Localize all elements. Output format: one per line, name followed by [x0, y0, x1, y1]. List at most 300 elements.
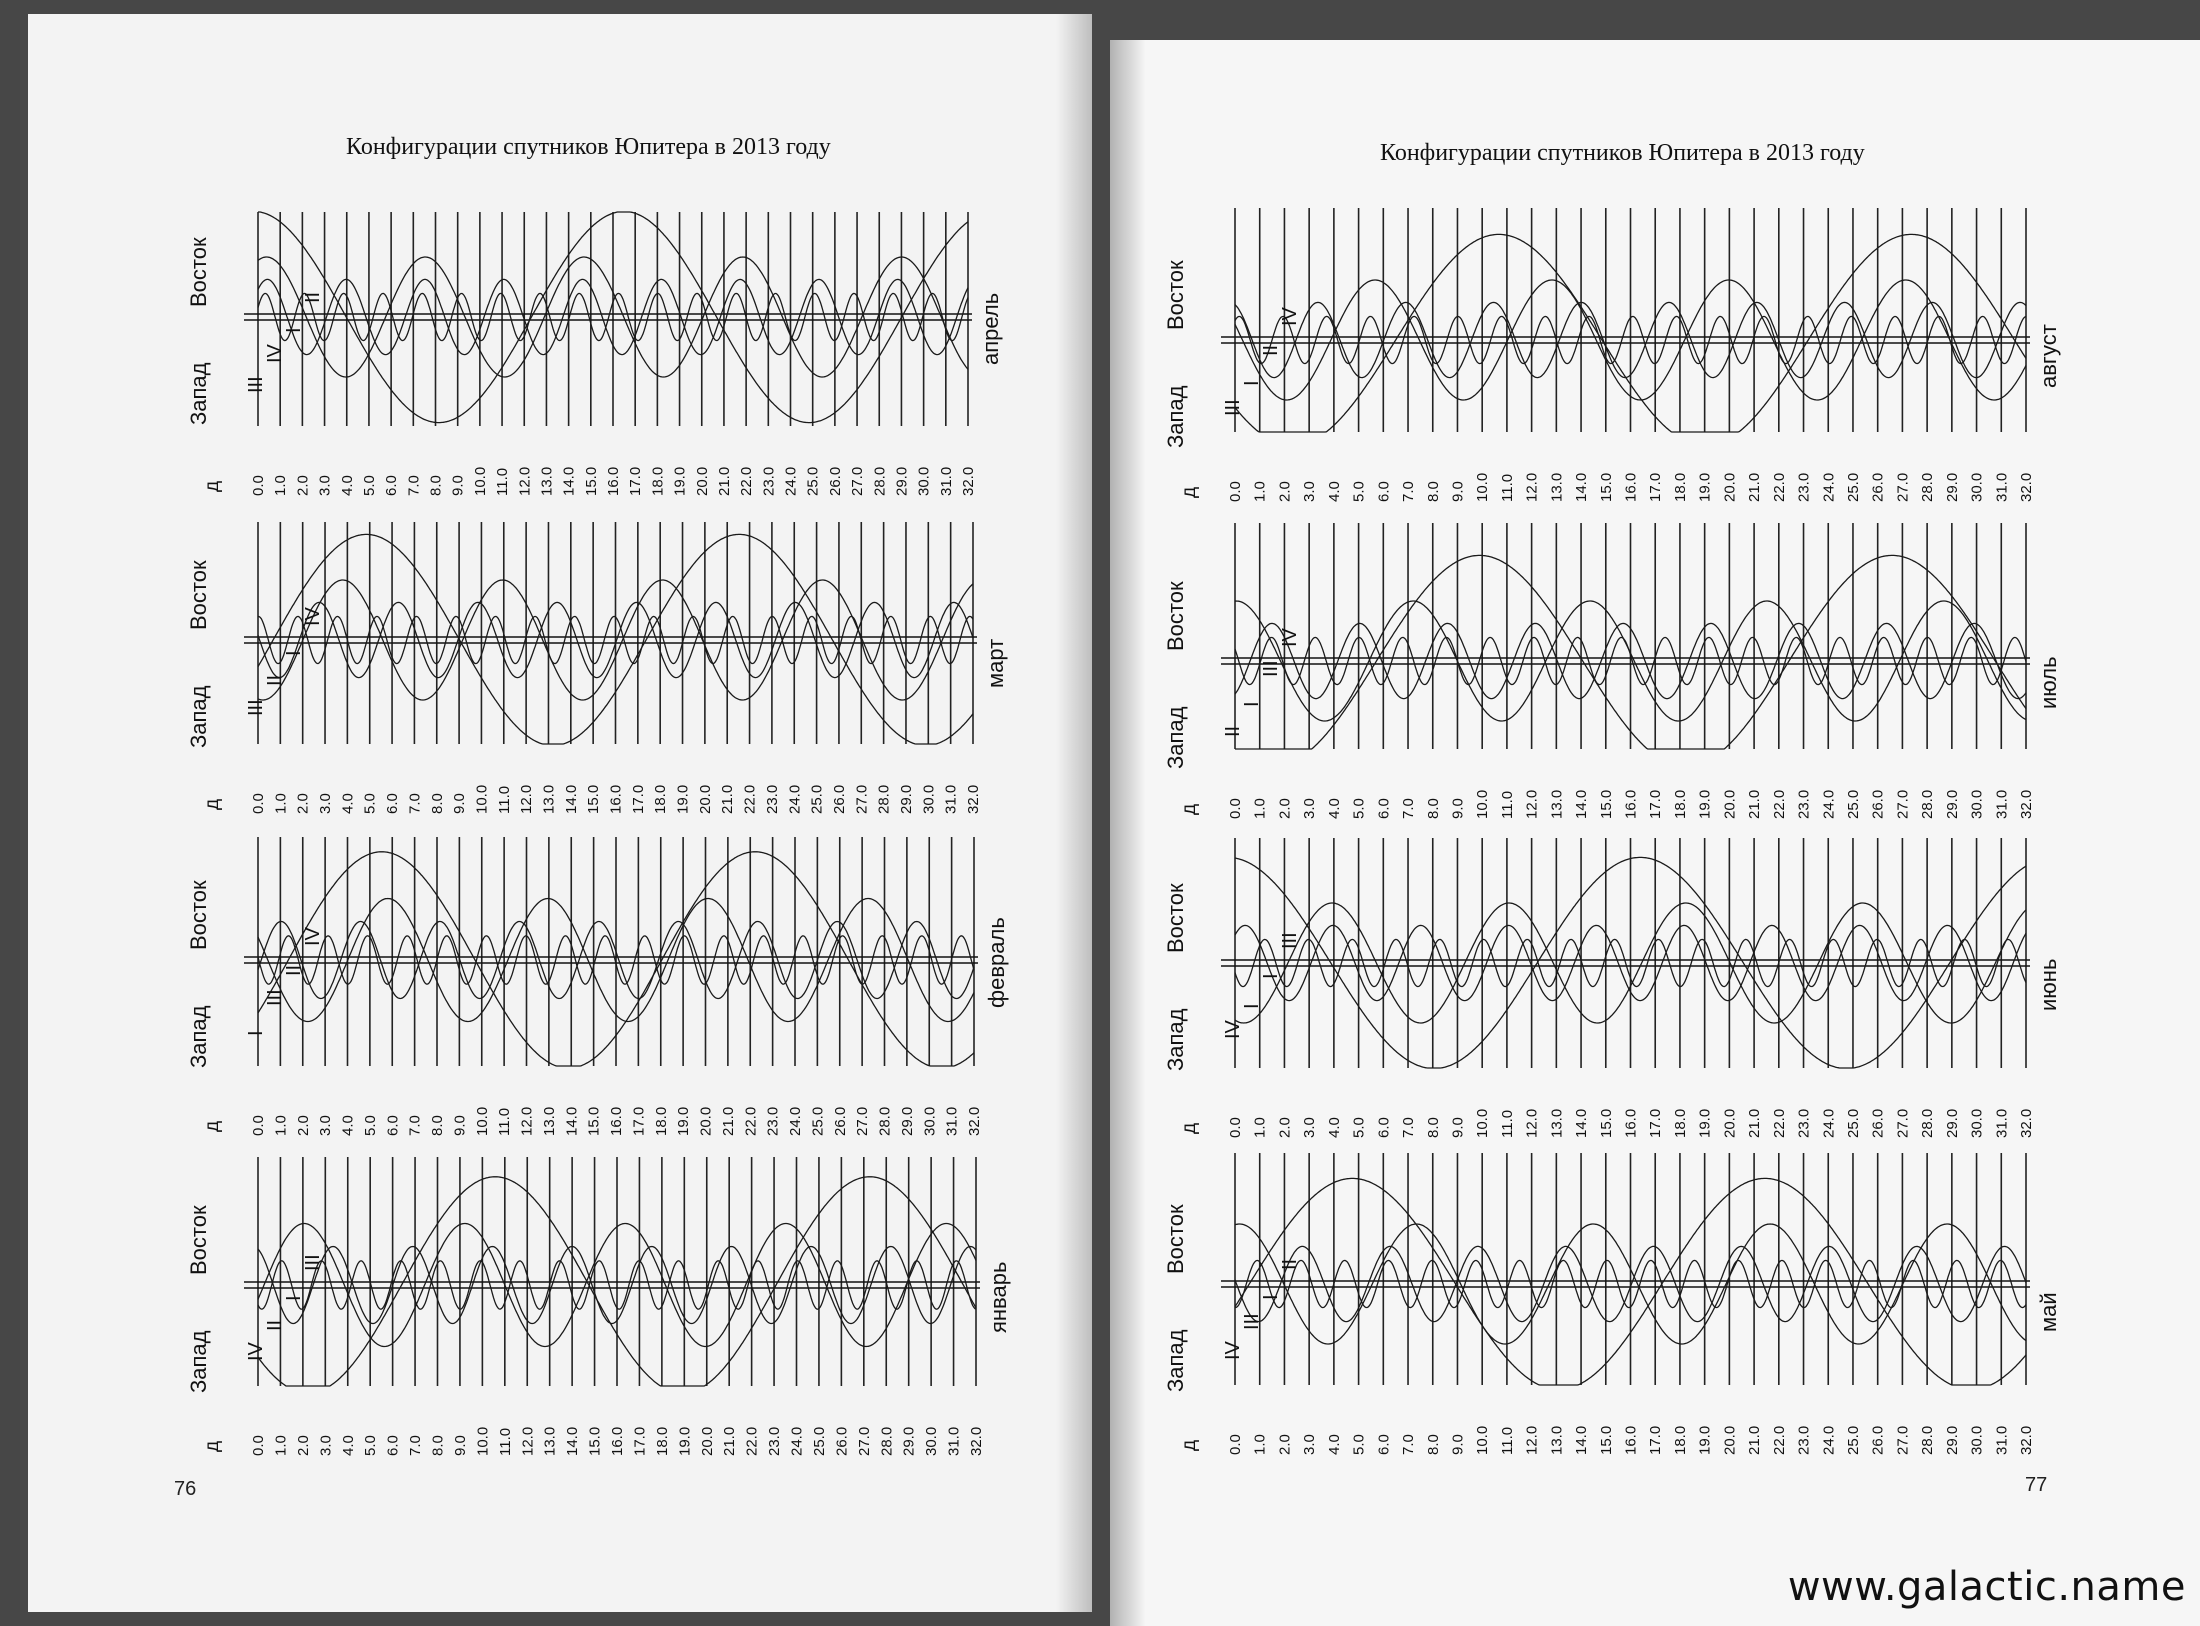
satellite-label-I: I [245, 1030, 267, 1036]
day-tick-label: 11.0 [1498, 790, 1516, 819]
month-label: февраль [984, 917, 1009, 1008]
day-tick-label: 8.0 [1424, 1117, 1442, 1138]
day-tick-label: 2.0 [1276, 481, 1294, 502]
day-tick-label: 27.0 [1894, 1425, 1912, 1455]
west-label: Запад [1163, 1329, 1188, 1392]
day-tick-label: 26.0 [1869, 472, 1887, 502]
satellite-label-II: II [1260, 344, 1282, 356]
day-tick-label: 32.0 [2018, 789, 2035, 819]
day-tick-label: 18.0 [1671, 789, 1689, 819]
satellite-label-IV: IV [302, 927, 324, 946]
day-tick-label: 17.0 [631, 1426, 649, 1456]
day-tick-label: 19.0 [676, 1426, 694, 1456]
right-page [1110, 40, 2200, 1626]
day-tick-label: 6.0 [1375, 481, 1393, 502]
day-tick-label: 26.0 [1869, 1108, 1887, 1138]
day-tick-label: 1.0 [272, 1435, 290, 1456]
day-tick-label: 5.0 [1350, 1434, 1368, 1455]
day-tick-label: 8.0 [1424, 798, 1442, 819]
day-tick-label: 16.0 [1622, 789, 1640, 819]
day-tick-label: 18.0 [652, 1106, 670, 1136]
day-tick-label: 7.0 [407, 1435, 425, 1456]
day-tick-label: 2.0 [294, 1115, 312, 1136]
day-tick-label: 23.0 [1795, 1425, 1813, 1455]
east-label: Восток [186, 880, 211, 950]
day-tick-label: 32.0 [2018, 472, 2035, 502]
day-tick-label: 24.0 [788, 1426, 806, 1456]
day-tick-label: 28.0 [876, 1106, 894, 1136]
day-tick-label: 5.0 [360, 475, 378, 496]
day-tick-label: 10.0 [1474, 1425, 1492, 1455]
day-tick-label: 10.0 [473, 1106, 491, 1136]
day-tick-label: 1.0 [272, 793, 290, 814]
day-tick-label: 9.0 [1449, 1117, 1467, 1138]
day-tick-label: 23.0 [764, 1106, 782, 1136]
east-label: Восток [1163, 883, 1188, 953]
satellite-label-I: I [1260, 973, 1282, 979]
day-tick-label: 16.0 [608, 1106, 625, 1136]
day-tick-label: 28.0 [875, 784, 893, 814]
day-tick-label: 26.0 [1869, 789, 1887, 819]
month-label: май [2036, 1292, 2061, 1332]
day-tick-label: 31.0 [945, 1426, 963, 1456]
satellite-label-IV: IV [1222, 1020, 1244, 1039]
day-tick-label: 4.0 [1325, 1117, 1343, 1138]
day-tick-label: 20.0 [698, 1426, 716, 1456]
satellite-label-I: I [1241, 701, 1263, 707]
day-tick-label: 4.0 [339, 1435, 357, 1456]
day-tick-label: 2.0 [294, 793, 312, 814]
day-tick-label: 24.0 [1820, 1108, 1838, 1138]
day-tick-label: 21.0 [1746, 789, 1764, 819]
day-tick-label: 23.0 [1795, 1108, 1813, 1138]
day-tick-label: 22.0 [1770, 1108, 1788, 1138]
satellite-label-I: I [1260, 1294, 1282, 1300]
page-gutter-shadow [1056, 14, 1092, 1612]
day-tick-label: 32.0 [966, 1106, 983, 1136]
day-tick-label: 20.0 [1721, 1108, 1739, 1138]
day-tick-label: 24.0 [786, 784, 804, 814]
day-tick-label: 30.0 [1968, 1425, 1986, 1455]
day-tick-label: 4.0 [1325, 481, 1343, 502]
month-label: август [2036, 324, 2061, 388]
day-tick-label: 31.0 [942, 784, 960, 814]
satellite-chart-май [1120, 1145, 2190, 1463]
day-tick-label: 29.0 [1943, 472, 1961, 502]
day-tick-label: 22.0 [1770, 789, 1788, 819]
day-tick-label: 21.0 [1746, 472, 1764, 502]
satellite-chart-февраль [168, 829, 1048, 1144]
day-tick-label: 8.0 [428, 793, 446, 814]
satellite-label-II: II [1279, 1258, 1301, 1270]
day-tick-label: 11.0 [496, 1107, 514, 1136]
day-tick-label: 25.0 [810, 1426, 828, 1456]
day-tick-label: 0.0 [1227, 481, 1244, 502]
day-tick-label: 14.0 [1573, 789, 1591, 819]
day-tick-label: 21.0 [719, 1106, 737, 1136]
day-tick-label: 18.0 [1671, 472, 1689, 502]
satellite-label-III: III [245, 376, 267, 393]
day-tick-label: 19.0 [671, 466, 689, 496]
day-tick-label: 2.0 [1276, 1434, 1294, 1455]
day-tick-label: 10.0 [1474, 789, 1492, 819]
left-page-number: 76 [174, 1478, 197, 1500]
day-tick-label: 10.0 [471, 466, 489, 496]
day-tick-label: 14.0 [564, 1426, 582, 1456]
day-tick-label: 20.0 [697, 1106, 715, 1136]
day-tick-label: 2.0 [294, 475, 312, 496]
day-tick-label: 7.0 [1400, 481, 1418, 502]
day-tick-label: 24.0 [787, 1106, 804, 1136]
day-tick-label: 5.0 [362, 1435, 380, 1456]
day-tick-label: 21.0 [721, 1426, 739, 1456]
day-tick-label: 12.0 [1523, 789, 1541, 819]
day-tick-label: 10.0 [1474, 472, 1492, 502]
satellite-label-II: II [302, 291, 324, 303]
day-tick-label: 11.0 [1498, 1426, 1516, 1455]
day-tick-label: 22.0 [1770, 472, 1788, 502]
day-tick-label: 7.0 [1400, 1117, 1418, 1138]
day-tick-label: 3.0 [1301, 481, 1319, 502]
day-tick-label: 27.0 [855, 1426, 873, 1456]
day-tick-label: 13.0 [1548, 789, 1566, 819]
day-tick-label: 18.0 [1671, 1425, 1689, 1455]
east-label: Восток [186, 1205, 211, 1275]
day-tick-label: 15.0 [582, 466, 600, 496]
day-tick-label: 23.0 [1795, 472, 1813, 502]
day-tick-label: 2.0 [1276, 798, 1294, 819]
day-tick-label: 4.0 [338, 475, 356, 496]
left-page-title: Конфигурации спутников Юпитера в 2013 году [346, 134, 831, 160]
day-tick-label: 12.0 [516, 466, 534, 496]
day-tick-label: 11.0 [494, 467, 512, 496]
day-tick-label: 5.0 [1350, 798, 1368, 819]
day-tick-label: 30.0 [920, 784, 938, 814]
satellite-label-I: I [283, 1295, 305, 1301]
day-tick-label: 30.0 [1968, 472, 1986, 502]
month-label: апрель [978, 292, 1003, 365]
month-label: июль [2036, 656, 2061, 709]
day-axis-label: д [1179, 1439, 1200, 1451]
day-tick-label: 18.0 [1671, 1108, 1689, 1138]
day-tick-label: 12.0 [518, 1106, 536, 1136]
day-tick-label: 21.0 [1746, 1108, 1764, 1138]
day-tick-label: 29.0 [1943, 1108, 1961, 1138]
day-tick-label: 29.0 [897, 784, 915, 814]
day-tick-label: 23.0 [1795, 789, 1813, 819]
day-tick-label: 10.0 [474, 1426, 492, 1456]
day-tick-label: 17.0 [1647, 1425, 1665, 1455]
satellite-label-III: III [245, 699, 267, 716]
day-tick-label: 28.0 [871, 466, 889, 496]
satellite-label-IV: IV [302, 607, 324, 626]
day-tick-label: 24.0 [782, 466, 800, 496]
day-tick-label: 32.0 [960, 466, 977, 496]
day-tick-label: 3.0 [1301, 1434, 1319, 1455]
west-label: Запад [186, 685, 211, 748]
day-tick-label: 22.0 [742, 1106, 760, 1136]
day-tick-label: 12.0 [518, 784, 536, 814]
day-tick-label: 23.0 [766, 1426, 784, 1456]
day-tick-label: 20.0 [1721, 472, 1739, 502]
day-tick-label: 15.0 [585, 784, 603, 814]
day-tick-label: 31.0 [1993, 472, 2011, 502]
east-label: Восток [186, 560, 211, 630]
west-label: Запад [1163, 706, 1188, 769]
day-tick-label: 28.0 [1919, 1108, 1937, 1138]
day-tick-label: 22.0 [743, 1426, 761, 1456]
day-tick-label: 12.0 [1523, 1425, 1541, 1455]
satellite-chart-июль [1120, 515, 2190, 827]
day-tick-label: 14.0 [560, 466, 578, 496]
day-tick-label: 0.0 [250, 475, 267, 496]
day-tick-label: 9.0 [451, 1435, 469, 1456]
day-tick-label: 0.0 [1227, 1434, 1244, 1455]
day-tick-label: 25.0 [1844, 1108, 1862, 1138]
satellite-label-IV: IV [245, 1342, 267, 1361]
day-tick-label: 3.0 [316, 475, 334, 496]
day-tick-label: 20.0 [693, 466, 711, 496]
day-tick-label: 27.0 [853, 784, 871, 814]
satellite-label-III: III [1241, 1313, 1263, 1330]
satellite-label-I: I [1241, 1003, 1263, 1009]
day-tick-label: 25.0 [1844, 789, 1862, 819]
day-tick-label: 1.0 [1251, 481, 1269, 502]
day-tick-label: 18.0 [653, 1426, 671, 1456]
day-tick-label: 23.0 [760, 466, 778, 496]
day-tick-label: 15.0 [1597, 472, 1615, 502]
day-tick-label: 14.0 [563, 1106, 581, 1136]
satellite-label-II: II [1222, 725, 1244, 737]
day-tick-label: 28.0 [1919, 472, 1937, 502]
west-label: Запад [1163, 385, 1188, 448]
day-tick-label: 14.0 [562, 784, 580, 814]
day-tick-label: 22.0 [741, 784, 759, 814]
satellite-label-II: II [264, 1319, 286, 1331]
day-tick-label: 26.0 [826, 466, 844, 496]
day-tick-label: 31.0 [1993, 1108, 2011, 1138]
day-tick-label: 7.0 [406, 793, 424, 814]
day-tick-label: 15.0 [1597, 1425, 1615, 1455]
day-tick-label: 13.0 [1548, 1108, 1566, 1138]
day-tick-label: 24.0 [1820, 472, 1838, 502]
day-tick-label: 13.0 [1548, 472, 1566, 502]
west-label: Запад [186, 1330, 211, 1393]
day-axis-label: д [202, 1440, 223, 1452]
day-tick-label: 19.0 [1696, 1425, 1714, 1455]
day-tick-label: 6.0 [384, 793, 402, 814]
day-tick-label: 19.0 [1696, 1108, 1714, 1138]
day-tick-label: 19.0 [1696, 789, 1714, 819]
day-tick-label: 28.0 [1919, 789, 1937, 819]
day-tick-label: 17.0 [629, 784, 647, 814]
day-tick-label: 9.0 [449, 475, 467, 496]
day-tick-label: 5.0 [361, 793, 379, 814]
day-tick-label: 6.0 [1375, 1117, 1393, 1138]
day-tick-label: 14.0 [1573, 1425, 1591, 1455]
day-axis-label: д [202, 1120, 223, 1132]
day-tick-label: 3.0 [1301, 798, 1319, 819]
day-tick-label: 16.0 [1622, 1425, 1640, 1455]
day-tick-label: 2.0 [1276, 1117, 1294, 1138]
day-tick-label: 30.0 [921, 1106, 939, 1136]
day-tick-label: 27.0 [854, 1106, 872, 1136]
day-tick-label: 19.0 [674, 784, 692, 814]
satellite-label-IV: IV [1222, 1341, 1244, 1360]
day-tick-label: 17.0 [630, 1106, 648, 1136]
day-tick-label: 16.0 [609, 1426, 626, 1456]
day-tick-label: 27.0 [1894, 1108, 1912, 1138]
day-tick-label: 17.0 [627, 466, 645, 496]
day-tick-label: 3.0 [1301, 1117, 1319, 1138]
day-tick-label: 25.0 [1844, 1425, 1862, 1455]
day-tick-label: 29.0 [900, 1426, 918, 1456]
day-tick-label: 4.0 [339, 793, 357, 814]
day-tick-label: 1.0 [1251, 798, 1269, 819]
satellite-chart-март [168, 514, 1048, 822]
day-tick-label: 27.0 [849, 466, 867, 496]
day-tick-label: 31.0 [937, 466, 955, 496]
day-tick-label: 14.0 [1573, 1108, 1591, 1138]
day-tick-label: 1.0 [1251, 1117, 1269, 1138]
day-tick-label: 32.0 [968, 1426, 985, 1456]
day-tick-label: 12.0 [1523, 472, 1541, 502]
day-tick-label: 30.0 [1968, 789, 1986, 819]
day-tick-label: 30.0 [923, 1426, 941, 1456]
day-tick-label: 20.0 [696, 784, 714, 814]
day-tick-label: 11.0 [1498, 1109, 1516, 1138]
day-tick-label: 6.0 [1375, 798, 1393, 819]
day-tick-label: 29.0 [1943, 1425, 1961, 1455]
day-tick-label: 27.0 [1894, 789, 1912, 819]
month-label: июнь [2036, 958, 2061, 1011]
month-label: январь [986, 1261, 1011, 1333]
satellite-chart-январь [168, 1149, 1048, 1464]
day-tick-label: 31.0 [1993, 789, 2011, 819]
satellite-label-IV: IV [1279, 628, 1301, 647]
day-tick-label: 4.0 [1325, 798, 1343, 819]
day-tick-label: 15.0 [1597, 789, 1615, 819]
east-label: Восток [1163, 1204, 1188, 1274]
day-tick-label: 1.0 [272, 475, 290, 496]
satellite-chart-август [1120, 200, 2190, 510]
day-tick-label: 13.0 [538, 466, 556, 496]
satellite-label-III: III [302, 1254, 324, 1271]
day-tick-label: 9.0 [1449, 481, 1467, 502]
satellite-label-I: I [283, 650, 305, 656]
day-tick-label: 0.0 [1227, 1117, 1244, 1138]
day-tick-label: 7.0 [1400, 1434, 1418, 1455]
day-tick-label: 17.0 [1647, 789, 1665, 819]
day-tick-label: 26.0 [831, 1106, 849, 1136]
day-tick-label: 9.0 [1449, 798, 1467, 819]
day-tick-label: 19.0 [675, 1106, 693, 1136]
day-tick-label: 18.0 [652, 784, 670, 814]
day-tick-label: 7.0 [405, 475, 423, 496]
satellite-label-I: I [1241, 380, 1263, 386]
satellite-label-II: II [283, 964, 305, 976]
day-tick-label: 13.0 [540, 1106, 558, 1136]
day-tick-label: 11.0 [1498, 473, 1516, 502]
day-tick-label: 24.0 [1820, 789, 1838, 819]
day-tick-label: 15.0 [585, 1106, 603, 1136]
satellite-chart-июнь [1120, 830, 2190, 1146]
day-tick-label: 10.0 [1474, 1108, 1492, 1138]
east-label: Восток [1163, 260, 1188, 330]
day-tick-label: 25.0 [809, 1106, 827, 1136]
day-tick-label: 26.0 [1869, 1425, 1887, 1455]
day-tick-label: 8.0 [1424, 1434, 1442, 1455]
satellite-chart-апрель [168, 204, 1048, 504]
day-tick-label: 29.0 [893, 466, 911, 496]
satellite-label-I: I [283, 327, 305, 333]
day-tick-label: 21.0 [715, 466, 733, 496]
day-tick-label: 3.0 [317, 793, 335, 814]
day-tick-label: 18.0 [649, 466, 667, 496]
east-label: Восток [1163, 581, 1188, 651]
day-tick-label: 4.0 [1325, 1434, 1343, 1455]
satellite-label-II: II [264, 674, 286, 686]
day-tick-label: 0.0 [250, 1435, 267, 1456]
satellite-label-IV: IV [1279, 307, 1301, 326]
day-tick-label: 25.0 [1844, 472, 1862, 502]
day-tick-label: 22.0 [1770, 1425, 1788, 1455]
day-tick-label: 12.0 [519, 1426, 537, 1456]
day-axis-label: д [1179, 486, 1200, 498]
day-tick-label: 5.0 [1350, 1117, 1368, 1138]
day-tick-label: 0.0 [250, 1115, 267, 1136]
right-page-title: Конфигурации спутников Юпитера в 2013 году [1380, 140, 1865, 166]
satellite-label-III: III [1222, 399, 1244, 416]
day-tick-label: 17.0 [1647, 472, 1665, 502]
site-watermark: www.galactic.name [1787, 1564, 2186, 1610]
day-tick-label: 6.0 [383, 475, 401, 496]
satellite-label-IV: IV [264, 344, 286, 363]
day-tick-label: 3.0 [317, 1435, 335, 1456]
day-tick-label: 6.0 [1375, 1434, 1393, 1455]
day-tick-label: 19.0 [1696, 472, 1714, 502]
day-axis-label: д [202, 480, 223, 492]
day-tick-label: 9.0 [1449, 1434, 1467, 1455]
day-tick-label: 2.0 [294, 1435, 312, 1456]
day-tick-label: 6.0 [384, 1115, 402, 1136]
day-tick-label: 15.0 [586, 1426, 604, 1456]
day-tick-label: 32.0 [2018, 1108, 2035, 1138]
day-tick-label: 22.0 [738, 466, 756, 496]
day-tick-label: 3.0 [317, 1115, 335, 1136]
day-tick-label: 16.0 [1622, 472, 1640, 502]
right-page-number: 77 [2025, 1474, 2048, 1496]
day-tick-label: 11.0 [496, 1427, 514, 1456]
satellite-label-III: III [264, 989, 286, 1006]
day-tick-label: 1.0 [272, 1115, 290, 1136]
west-label: Запад [186, 362, 211, 425]
day-tick-label: 30.0 [915, 466, 933, 496]
day-tick-label: 9.0 [451, 1115, 469, 1136]
day-tick-label: 7.0 [1400, 798, 1418, 819]
day-tick-label: 29.0 [1943, 789, 1961, 819]
day-tick-label: 24.0 [1820, 1425, 1838, 1455]
day-tick-label: 32.0 [2018, 1425, 2035, 1455]
day-tick-label: 14.0 [1573, 472, 1591, 502]
day-tick-label: 25.0 [804, 466, 822, 496]
day-tick-label: 11.0 [495, 785, 513, 814]
day-tick-label: 1.0 [1251, 1434, 1269, 1455]
satellite-label-III: III [1279, 932, 1301, 949]
day-tick-label: 0.0 [1227, 798, 1244, 819]
day-tick-label: 21.0 [1746, 1425, 1764, 1455]
satellite-label-III: III [1260, 660, 1282, 677]
